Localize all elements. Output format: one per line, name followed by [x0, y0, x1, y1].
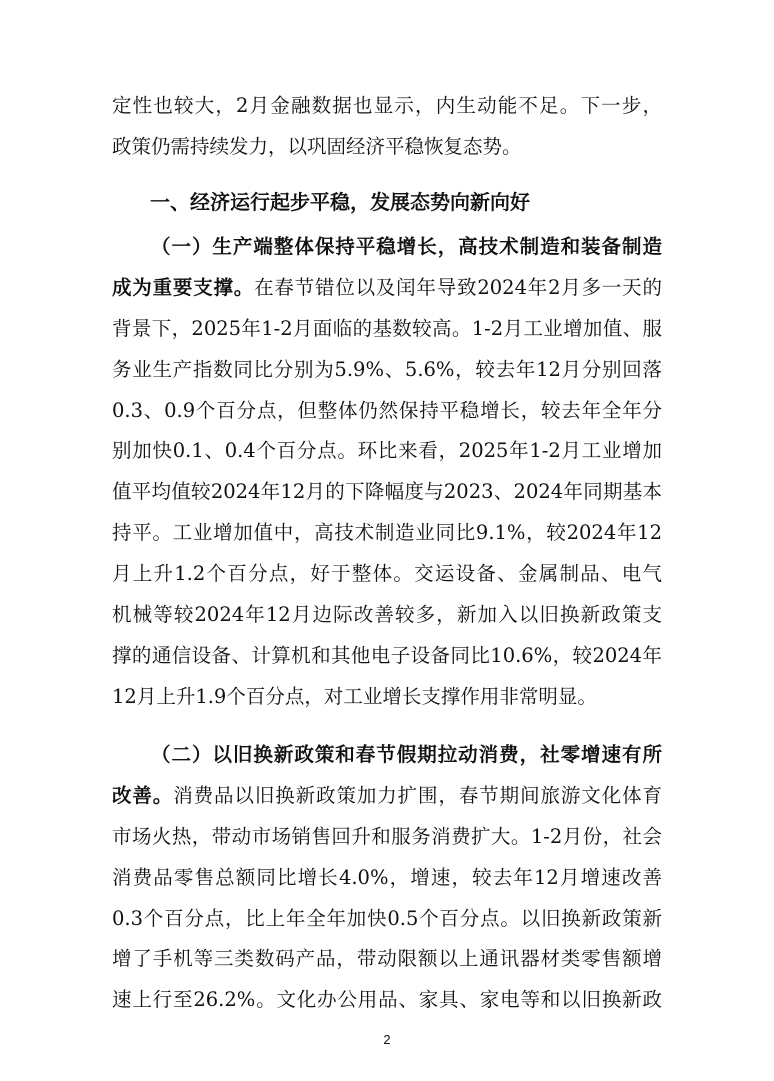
- paragraph-1-line-2-bold: 成为重要支撑。: [112, 275, 255, 299]
- section-heading: 一、经济运行起步平稳，发展态势向新向好: [150, 190, 530, 214]
- paragraph-1-line: 机械等较2024年12月边际改善较多，新加入以旧换新政策支: [112, 603, 662, 627]
- paragraph-1-line: 务业生产指数同比分别为5.9%、5.6%，较去年12月分别回落: [112, 357, 662, 381]
- paragraph-1-line: 撑的通信设备、计算机和其他电子设备同比10.6%，较2024年: [112, 643, 662, 667]
- intro-line-2: 政策仍需持续发力，以巩固经济平稳恢复态势。: [112, 134, 522, 158]
- paragraph-2-line: 市场火热，带动市场销售回升和服务消费扩大。1-2月份，社会: [112, 824, 662, 848]
- paragraph-1-line: 值平均值较2024年12月的下降幅度与2023、2024年同期基本: [112, 480, 662, 504]
- paragraph-1-line: 月上升1.2个百分点，好于整体。交运设备、金属制品、电气: [112, 562, 662, 586]
- paragraph-1-line-2: [112, 268, 662, 309]
- paragraph-2-line: 0.3个百分点，比上年全年加快0.5个百分点。以旧换新政策新: [112, 906, 662, 930]
- paragraph-1-line: 别加快0.1、0.4个百分点。环比来看，2025年1-2月工业增加: [112, 439, 662, 463]
- paragraph-1-line: 12月上升1.9个百分点，对工业增长支撑作用非常明显。: [112, 684, 597, 708]
- paragraph-2-line-2-rest: 消费品以旧换新政策加力扩围，春节期间旅游文化体育: [173, 783, 662, 807]
- paragraph-production: [112, 227, 662, 718]
- paragraph-2-line-2: [112, 776, 662, 817]
- paragraph-2-lead: [112, 735, 662, 776]
- paragraph-1-lead-bold: （一）生产端整体保持平稳增长，高技术制造和装备制造: [151, 235, 662, 258]
- paragraph-2-line: 增了手机等三类数码产品，带动限额以上通讯器材类零售额增: [112, 947, 662, 971]
- paragraph-2-line: 消费品零售总额同比增长4.0%，增速，较去年12月增速改善: [112, 865, 662, 889]
- paragraph-1-line: 持平。工业增加值中，高技术制造业同比9.1%，较2024年12: [112, 521, 662, 545]
- intro-paragraph: [112, 86, 662, 168]
- paragraph-2-line: 速上行至26.2%。文化办公用品、家具、家电等和以旧换新政: [112, 988, 662, 1012]
- paragraph-1-line: 背景下，2025年1-2月面临的基数较高。1-2月工业增加值、服: [112, 316, 662, 340]
- paragraph-1-line-2-rest: 在春节错位以及闰年导致2024年2月多一天的: [254, 275, 662, 299]
- paragraph-1-line: 0.3、0.9个百分点，但整体仍然保持平稳增长，较去年全年分: [112, 398, 662, 422]
- page-number: 2: [383, 1032, 391, 1047]
- intro-line-1: 定性也较大，2月金融数据也显示，内生动能不足。下一步，: [112, 94, 662, 117]
- paragraph-2-line-2-bold: 改善。: [112, 783, 174, 807]
- paragraph-consumption: [112, 735, 662, 1021]
- paragraph-1-lead: [112, 227, 662, 268]
- paragraph-2-lead-bold: （二）以旧换新政策和春节假期拉动消费，社零增速有所: [151, 743, 662, 766]
